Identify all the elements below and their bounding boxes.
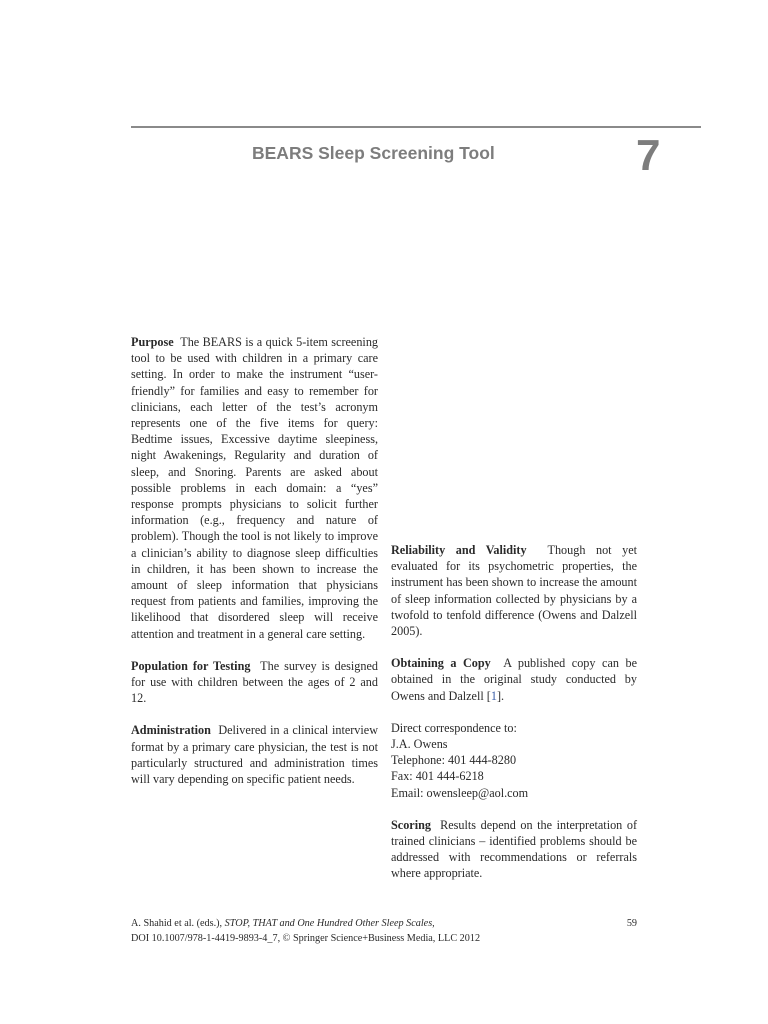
purpose-heading: Purpose <box>131 335 174 349</box>
obtaining-heading: Obtaining a Copy <box>391 656 491 671</box>
contact-fax: Fax: 401 444-6218 <box>391 769 484 784</box>
scoring-text: Results depend on the interpretation of trained clinicians – identified problems should be addressed with recommendations or referrals where appropriate. <box>391 817 638 881</box>
obtaining-text-end: ]. <box>496 688 505 703</box>
contact-label: Direct correspondence to: <box>391 720 517 735</box>
administration-paragraph <box>131 722 378 787</box>
scoring-paragraph <box>391 817 637 882</box>
obtaining-paragraph <box>391 655 637 704</box>
page-number: 59 <box>626 918 637 929</box>
contact-block <box>391 720 637 801</box>
reliability-text: Though not yet evaluated for its psychometric properties, the instrument has been shown to increase the amount of sleep information collected by physicians by a twofold to tenfold difference (Owens and Dalzell 2005). <box>391 543 637 639</box>
purpose-paragraph <box>131 334 378 642</box>
reliability-paragraph <box>391 542 637 639</box>
footer-doi: DOI 10.1007/978-1-4419-9893-4_7, © Springer Science+Business Media, LLC 2012 <box>131 933 481 944</box>
reference-link[interactable]: 1 <box>490 688 497 703</box>
header-rule <box>131 126 701 128</box>
page-footer <box>131 916 637 946</box>
contact-telephone: Telephone: 401 444-8280 <box>391 753 517 768</box>
population-paragraph <box>131 658 378 707</box>
population-text: The survey is designed for use with children between the ages of 2 and 12. <box>131 658 378 706</box>
administration-text: Delivered in a clinical interview format by a primary care physician, the test is not particularly structured and administration times will vary depending on specific patient needs. <box>131 723 378 787</box>
purpose-text: The BEARS is a quick 5-item screening tool to be used with children in a primary care setting. In order to make the instrument “user-friendly” for families and easy to remember for clinicians, each letter of the test’s acronym represents one of the five items for query: Bedtime issues, Excessive daytime sleepiness, night Awakenings, Regularity and duration of sleep, and Snoring. Parents are asked about possible problems in each domain: a “yes” response prompts physicians to solicit further information (e.g., frequency and nature of problem). Though the tool is not likely to improve a clinician’s ability to diagnose sleep difficulties in children, it has been shown to increase the amount of sleep information that physicians request from patients and families, improving the likelihood that disordered sleep will receive attention and treatment in a general care setting. <box>131 335 379 641</box>
footer-citation <box>131 916 637 931</box>
footer-citation-authors: A. Shahid et al. (eds.), <box>131 918 225 929</box>
left-column <box>131 334 378 803</box>
right-column <box>391 334 637 898</box>
obtaining-text: A published copy can be obtained in the original study conducted by Owens and Dalzell [ <box>391 656 637 703</box>
reliability-heading: Reliability and Validity <box>391 543 527 557</box>
contact-email: Email: owensleep@aol.com <box>391 785 529 800</box>
footer-citation-book: STOP, THAT and One Hundred Other Sleep Scales, <box>224 918 435 929</box>
population-heading: Population for Testing <box>131 658 251 673</box>
scoring-heading: Scoring <box>391 817 431 832</box>
chapter-number: 7 <box>636 131 661 180</box>
chapter-title: BEARS Sleep Screening Tool <box>252 143 495 163</box>
contact-name: J.A. Owens <box>391 737 448 752</box>
administration-heading: Administration <box>131 723 211 738</box>
